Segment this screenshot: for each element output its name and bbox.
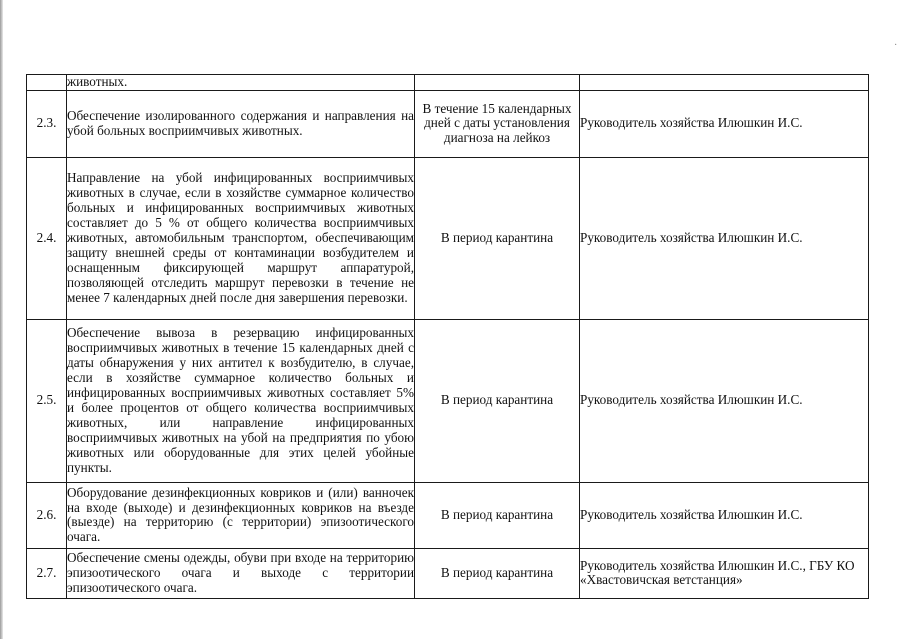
term-cell xyxy=(415,75,580,91)
responsible-cell: Руководитель хозяйства Илюшкин И.С. xyxy=(580,157,869,319)
task-text: Обеспечение вывоза в резервацию инфицированных восприимчивых животных в течение 15 календарных дней с даты обнаружения у них антител к возбудителю, в случае, если в хозяйстве суммарное количество больных и инфицированных восприимчивых животных составляет 5% и более процентов от общего количества восприимчивых животных, или направление инфицированных восприимчивых животных на убой на предприятия по убою животных или оборудованные для этих целей убойные пункты. xyxy=(67,325,414,475)
term-cell: В период карантина xyxy=(415,319,580,482)
table-row xyxy=(27,90,869,157)
task-text: Направление на убой инфицированных восприимчивых животных в случае, если в хозяйстве суммарное количество больных и инфицированных восприимчивых животных составляет до 5 % от общего количества восприимчивых животных, автомобильным транспортом, обеспечивающим защиту внешней среды от контаминации возбудителем и оснащенным фиксирующей маршрут аппаратурой, позволяющей отследить маршрут перевозки в течение не менее 7 календарных дней после дня завершения перевозки. xyxy=(67,170,414,305)
task-text: Обеспечение смены одежды, обуви при входе на территорию эпизоотического очага и выходе с территории эпизоотического очага. xyxy=(67,550,414,595)
table-row xyxy=(27,157,869,319)
responsible-cell: Руководитель хозяйства Илюшкин И.С. xyxy=(580,482,869,548)
row-number: 2.5. xyxy=(27,319,67,482)
table-row xyxy=(27,548,869,598)
table-row xyxy=(27,319,869,482)
responsible-cell: Руководитель хозяйства Илюшкин И.С., ГБУ КО «Хвастовичская ветстанция» xyxy=(580,548,869,598)
measures-table xyxy=(26,74,869,599)
task-text: животных. xyxy=(67,74,128,89)
term-cell: В период карантина xyxy=(415,157,580,319)
table-row xyxy=(27,75,869,91)
task-cell xyxy=(67,157,415,319)
term-cell: В течение 15 календарных дней с даты установления диагноза на лейкоз xyxy=(415,90,580,157)
responsible-cell: Руководитель хозяйства Илюшкин И.С. xyxy=(580,319,869,482)
task-text: Оборудование дезинфекционных ковриков и (или) ванночек на входе (выходе) и дезинфекционных ковриков на въезде (выезде) на территорию (с территории) эпизоотического очага. xyxy=(67,484,414,545)
task-cell xyxy=(67,90,415,157)
row-number xyxy=(27,75,67,91)
row-number: 2.4. xyxy=(27,157,67,319)
row-number: 2.6. xyxy=(27,482,67,548)
task-cell xyxy=(67,482,415,548)
row-number: 2.7. xyxy=(27,548,67,598)
table-row xyxy=(27,482,869,548)
scan-edge xyxy=(0,0,3,639)
task-cell xyxy=(67,75,415,91)
task-text: Обеспечение изолированного содержания и направления на убой больных восприимчивых животных. xyxy=(67,108,414,138)
task-cell xyxy=(67,548,415,598)
responsible-cell xyxy=(580,75,869,91)
responsible-cell: Руководитель хозяйства Илюшкин И.С. xyxy=(580,90,869,157)
task-cell xyxy=(67,319,415,482)
scan-mark: · xyxy=(894,40,898,51)
term-cell: В период карантина xyxy=(415,548,580,598)
term-cell: В период карантина xyxy=(415,482,580,548)
row-number: 2.3. xyxy=(27,90,67,157)
